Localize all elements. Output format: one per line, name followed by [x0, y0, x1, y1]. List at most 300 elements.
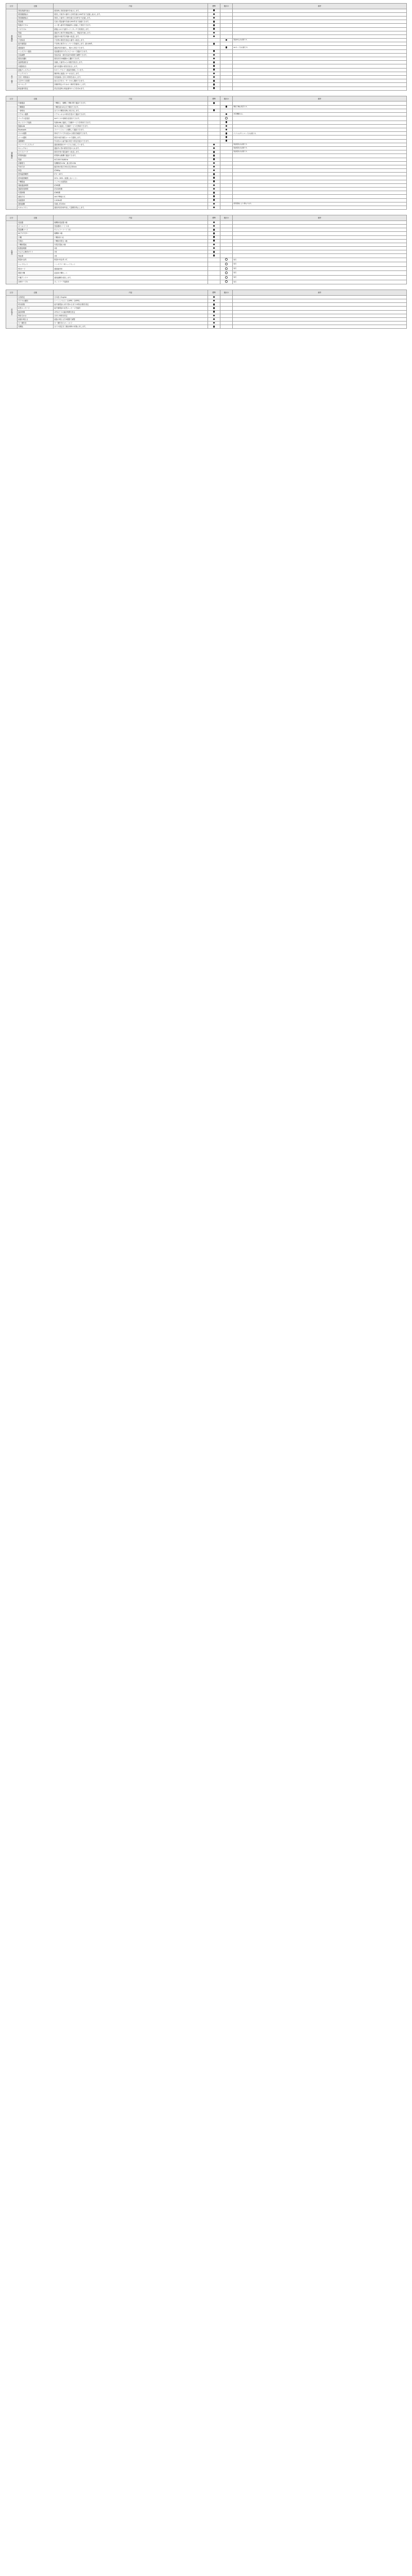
item-note [233, 299, 407, 302]
table-row [6, 158, 407, 161]
mark-cell [208, 27, 220, 31]
item-name: 応答メッセージ [18, 307, 54, 310]
mark-cell [220, 121, 233, 124]
mark-cell [220, 27, 233, 31]
mark-cell [208, 183, 220, 187]
table-row [6, 146, 407, 150]
dot-mark [213, 17, 215, 19]
table-row [6, 150, 407, 154]
mark-cell [220, 109, 233, 112]
dot-mark [213, 69, 215, 71]
dot-mark [213, 184, 215, 187]
mark-cell [220, 79, 233, 83]
item-name: 無線LAN [18, 124, 54, 128]
item-detail: ドアホンからの呼出を受けて通話できます。 [54, 112, 208, 116]
dot-mark [213, 240, 215, 242]
item-note [233, 307, 407, 310]
spec-table [6, 215, 407, 284]
dot-mark [213, 199, 215, 201]
item-note [233, 64, 407, 68]
mark-cell [208, 307, 220, 310]
item-name: ファクス送受信 [18, 116, 54, 121]
header-option: 後付け [220, 96, 233, 101]
mark-cell [220, 221, 233, 224]
item-name: ネットワーク接続 [18, 121, 54, 124]
mark-cell [208, 243, 220, 246]
item-note [233, 183, 407, 187]
item-note: 別売 [233, 280, 407, 284]
mark-cell [220, 57, 233, 61]
item-note [233, 35, 407, 38]
dot-mark [213, 28, 215, 30]
item-note [233, 42, 407, 46]
item-note: 使用環境により異なります。 [233, 202, 407, 206]
item-name: 使用湿度範囲 [18, 176, 54, 180]
item-name: Bluetooth [18, 128, 54, 132]
item-name: 受話器 [18, 221, 54, 224]
mark-cell [208, 135, 220, 139]
item-detail: 最後にかけた番号へワンタッチで再発信します。 [54, 27, 208, 31]
item-name: 音量調整 [18, 53, 54, 57]
mark-cell [208, 46, 220, 49]
dot-mark [213, 83, 215, 86]
mark-cell [208, 64, 220, 68]
item-detail: 3.5インチカラー液晶を搭載しています。 [54, 68, 208, 72]
mark-cell [220, 39, 233, 42]
dot-mark [213, 207, 215, 209]
item-name: 停電時通話 [18, 154, 54, 158]
mark-cell [208, 195, 220, 198]
mark-cell [208, 271, 220, 276]
mark-cell [220, 35, 233, 38]
dot-mark [213, 61, 215, 63]
item-name: 一斉呼出 [18, 109, 54, 112]
category-label: 設定項目 [6, 295, 18, 329]
header-standard: 標準 [208, 290, 220, 296]
mark-cell [208, 124, 220, 128]
table-row [6, 307, 407, 310]
item-detail: 誤操作防止のためキー操作を無効にします。 [54, 83, 208, 87]
dot-mark [213, 58, 215, 60]
dot-mark [226, 46, 228, 48]
item-note [233, 128, 407, 132]
item-name: 着信履歴表示 [18, 12, 54, 16]
table-header-row [6, 96, 407, 101]
table-header-row [6, 215, 407, 221]
header-option: 後付け [220, 290, 233, 296]
item-detail: 日付と時刻を設定 [54, 314, 208, 317]
mark-cell [208, 101, 220, 105]
mark-cell [220, 258, 233, 262]
mark-cell [220, 232, 233, 235]
mark-cell [208, 132, 220, 135]
mark-cell [220, 266, 233, 271]
table-row [6, 280, 407, 284]
item-detail: 1枚 [54, 250, 208, 254]
mark-cell [208, 128, 220, 132]
table-row [6, 195, 407, 198]
dot-mark [213, 80, 215, 82]
mark-cell [220, 180, 233, 183]
table-row [6, 299, 407, 302]
item-name: 電話帳 [18, 20, 54, 24]
item-note [233, 303, 407, 307]
item-note [233, 254, 407, 258]
item-detail: 日本語 / English [54, 295, 208, 299]
mark-cell [220, 161, 233, 165]
item-name: リダイヤル [18, 27, 54, 31]
item-name: 留守番電話 [18, 42, 54, 46]
item-detail: ハンズフリー用ヘッドセット [54, 262, 208, 267]
item-detail: AC100V 50/60Hz [54, 158, 208, 161]
mark-cell [208, 121, 220, 124]
item-name: 転送 [18, 35, 54, 38]
item-note [233, 247, 407, 250]
mark-cell [208, 191, 220, 195]
mark-cell [220, 295, 233, 299]
mark-cell [220, 105, 233, 109]
item-detail: 1枚 [54, 254, 208, 258]
dot-mark [213, 170, 215, 172]
mark-cell [208, 112, 220, 116]
item-name: 子機電池 [18, 180, 54, 183]
table-row [6, 262, 407, 267]
dot-mark [226, 39, 228, 41]
table-row [6, 49, 407, 53]
item-detail: 子機本体 1台 [54, 235, 208, 239]
table-row [6, 42, 407, 46]
table-row [6, 325, 407, 329]
mark-cell [208, 202, 220, 206]
mark-cell [208, 105, 220, 109]
ring-mark [225, 276, 228, 279]
dot-mark [213, 87, 215, 89]
item-detail: トーン / パルス（10PPS・20PPS） [54, 299, 208, 302]
item-name: 発信履歴表示 [18, 16, 54, 20]
item-detail: 液晶の明るさを5段階で調整 [54, 317, 208, 321]
header-detail: 内容 [54, 215, 208, 221]
mark-cell [208, 146, 220, 150]
mark-cell [208, 42, 220, 46]
item-note [233, 221, 407, 224]
item-name: 使用温度範囲 [18, 173, 54, 176]
mark-cell [220, 250, 233, 254]
dot-mark [226, 129, 228, 131]
mark-cell [208, 49, 220, 53]
header-note: 備考 [233, 215, 407, 221]
item-detail: 追加用子機セット [54, 271, 208, 276]
dot-mark [213, 102, 215, 104]
header-detail: 内容 [54, 4, 208, 9]
item-note [233, 83, 407, 87]
item-note [233, 250, 407, 254]
table-row [6, 176, 407, 180]
mark-cell [208, 232, 220, 235]
table-row [6, 221, 407, 224]
dot-mark [213, 73, 215, 75]
dot-mark [213, 173, 215, 175]
header-detail: 内容 [54, 290, 208, 296]
mark-cell [220, 87, 233, 90]
item-note: 別途申込が必要です。 [233, 39, 407, 42]
item-detail: 待機時約2.0W、最大約5.5W [54, 161, 208, 165]
item-detail: 壁掛け用金具 1式 [54, 258, 208, 262]
mark-cell [220, 139, 233, 143]
item-detail: 幅208×奥行190×高さ85mm [54, 165, 208, 168]
item-name: 充電台 [18, 239, 54, 243]
item-name: ハンズフリー通話 [18, 49, 54, 53]
item-name: 子機 [18, 235, 54, 239]
item-note [233, 57, 407, 61]
item-note [233, 206, 407, 209]
mark-cell [220, 83, 233, 87]
mark-cell [220, 303, 233, 307]
table-row [6, 105, 407, 109]
header-category: 区分 [6, 215, 18, 221]
table-row [6, 124, 407, 128]
header-item: 仕様 [18, 290, 54, 296]
item-detail: 名前と電話番号を最大500件まで登録できます。 [54, 20, 208, 24]
mark-cell [220, 20, 233, 24]
mark-cell [220, 262, 233, 267]
mark-cell [220, 188, 233, 191]
table-row [6, 39, 407, 42]
item-note [233, 232, 407, 235]
item-note: アプリのダウンロードが必要です。 [233, 132, 407, 135]
item-detail: よく使う番号を短縮番号に登録して発信できます。 [54, 24, 208, 27]
item-name: 連続通話時間 [18, 183, 54, 187]
item-note [233, 79, 407, 83]
table-row [6, 116, 407, 121]
item-detail: 着信や留守録をメールで通知します。 [54, 135, 208, 139]
item-note: 別途契約が必要です。 [233, 146, 407, 150]
mark-cell [208, 173, 220, 176]
item-detail: 受話器用コード 1本 [54, 224, 208, 228]
spec-table [6, 3, 407, 91]
mark-cell [220, 176, 233, 180]
table-row [6, 27, 407, 31]
spec-sheet [6, 0, 406, 329]
table-row [6, 121, 407, 124]
item-note [233, 224, 407, 228]
table-row [6, 317, 407, 321]
dot-mark [213, 225, 215, 227]
mark-cell [208, 39, 220, 42]
mark-cell [220, 271, 233, 276]
table-row [6, 61, 407, 64]
item-detail: Wi-Fiに接続して各種サービスを利用できます。 [54, 124, 208, 128]
dot-mark [213, 315, 215, 317]
table-row [6, 202, 407, 206]
mark-cell [220, 75, 233, 79]
dot-mark [213, 180, 215, 182]
dot-mark [213, 76, 215, 78]
mark-cell [208, 72, 220, 75]
item-detail: 約200時間 [54, 188, 208, 191]
item-detail: 1件あたりの録音時間を設定 [54, 310, 208, 314]
table-row [6, 173, 407, 176]
dot-mark [213, 322, 215, 324]
dot-mark [226, 132, 228, 134]
dot-mark [213, 311, 215, 313]
table-row [6, 75, 407, 79]
item-detail: 着信時に発信者番号を表示します。 [54, 9, 208, 12]
dot-mark [213, 232, 215, 234]
mark-cell [220, 198, 233, 202]
table-row [6, 57, 407, 61]
item-detail: モジュラーコード 1本 [54, 228, 208, 232]
item-name: 短縮ダイヤル [18, 24, 54, 27]
mark-cell [208, 250, 220, 254]
mark-cell [208, 68, 220, 72]
item-name: 周波数帯 [18, 198, 54, 202]
dot-mark [213, 326, 215, 328]
item-detail: 約8時間 [54, 191, 208, 195]
header-standard: 標準 [208, 96, 220, 101]
item-note [233, 27, 407, 31]
dot-mark [213, 236, 215, 238]
dot-mark [213, 147, 215, 149]
item-name: 電源 [18, 158, 54, 161]
dot-mark [213, 188, 215, 190]
dot-mark [226, 121, 228, 123]
mark-cell [208, 254, 220, 258]
dot-mark [226, 106, 228, 108]
item-note [233, 135, 407, 139]
table-row [6, 198, 407, 202]
item-note [233, 53, 407, 57]
item-detail: 操作時に液晶とキーが点灯します。 [54, 72, 208, 75]
mark-cell [208, 79, 220, 83]
mark-cell [220, 235, 233, 239]
item-detail: 充電式電池 1個 [54, 243, 208, 246]
item-detail: 通話内容を録音し、後から再生できます。 [54, 46, 208, 49]
table-row [6, 206, 407, 209]
item-name: キャッチホン [18, 146, 54, 150]
spec-table [6, 96, 407, 210]
item-note [233, 173, 407, 176]
table-row [6, 46, 407, 49]
item-note [233, 228, 407, 232]
table-row [6, 132, 407, 135]
mark-cell [208, 206, 220, 209]
mark-cell [220, 42, 233, 46]
item-detail: 着信音を10種類から選択できます。 [54, 57, 208, 61]
item-detail: 通信内容を暗号化して盗聴を防止します。 [54, 206, 208, 209]
mark-cell [220, 24, 233, 27]
item-note [233, 235, 407, 239]
item-note [233, 158, 407, 161]
dot-mark [213, 307, 215, 309]
item-note [233, 169, 407, 173]
table-row [6, 266, 407, 271]
mark-cell [208, 83, 220, 87]
item-name: 画面の明るさ [18, 317, 54, 321]
table-row [6, 235, 407, 239]
item-detail: DECT準拠方式 [54, 195, 208, 198]
table-row [6, 79, 407, 83]
header-category: 区分 [6, 290, 18, 296]
mark-cell [208, 176, 220, 180]
item-note: 別途契約が必要です。 [233, 150, 407, 154]
item-name: 取扱説明書 [18, 247, 54, 250]
table-row [6, 188, 407, 191]
item-name: ACアダプター [18, 232, 54, 235]
item-note [233, 180, 407, 183]
item-name: LANケーブル [18, 280, 54, 284]
mark-cell [220, 307, 233, 310]
mark-cell [208, 169, 220, 173]
mark-cell [208, 299, 220, 302]
table-row [6, 154, 407, 158]
table-row [6, 321, 407, 325]
dot-mark [213, 251, 215, 253]
item-detail: 子機用充電台 1個 [54, 239, 208, 243]
item-note [233, 87, 407, 90]
item-note [233, 243, 407, 246]
mark-cell [220, 173, 233, 176]
table-row [6, 139, 407, 143]
mark-cell [220, 61, 233, 64]
mark-cell [208, 116, 220, 121]
header-category: 区分 [6, 96, 18, 101]
item-detail: 約980g [54, 169, 208, 173]
mark-cell [208, 280, 220, 284]
item-detail: キー操作音のオン / オフ [54, 321, 208, 325]
table-row [6, 87, 407, 90]
mark-cell [220, 143, 233, 146]
header-item: 仕様 [18, 96, 54, 101]
table-row [6, 258, 407, 262]
table-row [6, 271, 407, 276]
item-name: 発信者番号表示 [18, 9, 54, 12]
mark-cell [220, 72, 233, 75]
item-detail: 受話音量・着信音量を5段階で調整できます。 [54, 53, 208, 57]
mark-cell [220, 224, 233, 228]
mark-cell [220, 124, 233, 128]
header-note: 備考 [233, 4, 407, 9]
item-note [233, 154, 407, 158]
item-name: 保証書 [18, 254, 54, 258]
item-note [233, 24, 407, 27]
mark-cell [208, 16, 220, 20]
table-row [6, 295, 407, 299]
dot-mark [213, 318, 215, 320]
dot-mark [213, 155, 215, 157]
item-note [233, 317, 407, 321]
mark-cell [220, 68, 233, 72]
item-detail: 全ての子機を同時に呼び出します。 [54, 109, 208, 112]
mark-cell [208, 150, 220, 154]
item-detail: 20%～80%（結露しないこと） [54, 176, 208, 180]
mark-cell [220, 128, 233, 132]
item-name: ヘッドセット [18, 262, 54, 267]
item-detail: 着信した相手の番号と日時を最大100件まで記録し表示します。 [54, 12, 208, 16]
dot-mark [213, 109, 215, 111]
item-detail: 留守番電話に切り替わるまでの呼出回数を設定 [54, 303, 208, 307]
item-detail: 番号非通知の着信を拒否します。 [54, 64, 208, 68]
dot-mark [213, 21, 215, 23]
item-name: 子機増設 [18, 105, 54, 109]
header-option: 後付け [220, 4, 233, 9]
dot-mark [213, 43, 215, 45]
table-row [6, 303, 407, 307]
table-row [6, 68, 407, 72]
item-note [233, 176, 407, 180]
dot-mark [213, 151, 215, 153]
item-note [233, 195, 407, 198]
mark-cell [208, 109, 220, 112]
